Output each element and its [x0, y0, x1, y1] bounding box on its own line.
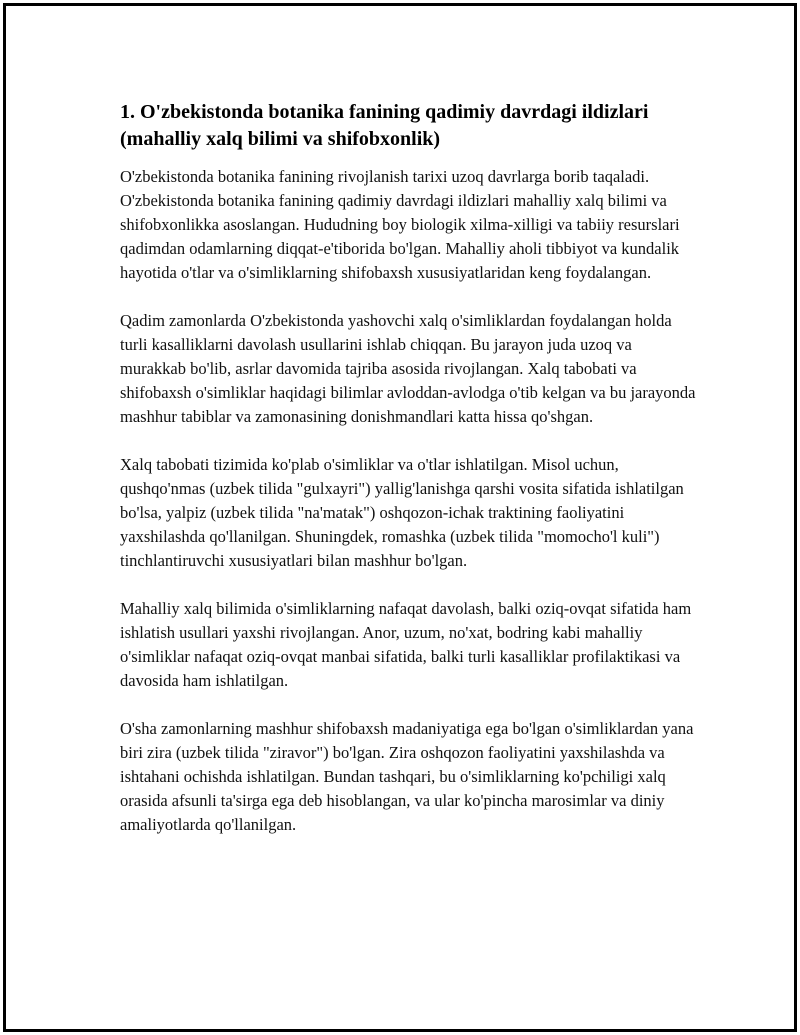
paragraph-5: O'sha zamonlarning mashhur shifobaxsh madaniyatiga ega bo'lgan o'simliklardan yana biri zira (uzbek tilida "ziravor") bo'lgan. Zira oshqozon faoliyatini yaxshilashda va ishtahani ochishda ishlatilgan. Bundan tashqari, bu o'simliklarning ko'pchiligi xalq orasida afsunli ta'sirga ega deb hisoblangan, va ular ko'pincha marosimlar va diniy amaliyotlarda qo'llanilgan.	[120, 719, 694, 834]
paragraph-3: Xalq tabobati tizimida ko'plab o'simliklar va o'tlar ishlatilgan. Misol uchun, qushqo'nmas (uzbek tilida "gulxayri") yallig'lanishga qarshi vosita sifatida ishlatilgan bo'lsa, yalpiz (uzbek tilida "na'matak") oshqozon-ichak traktining faoliyatini yaxshilashda qo'llanilgan. Shuningdek, romashka (uzbek tilida "momocho'l kuli") tinchlantiruvchi xususiyatlari bilan mashhur bo'lgan.	[120, 455, 684, 570]
paragraph-2: Qadim zamonlarda O'zbekistonda yashovchi xalq o'simliklardan foydalangan holda turli kasalliklarni davolash usullarini ishlab chiqqan. Bu jarayon juda uzoq va murakkab bo'lib, asrlar davomida tajriba asosida rivojlangan. Xalq tabobati va shifobaxsh o'simliklar haqidagi bilimlar avloddan-avlodga o'tib kelgan va bu jarayonda mashhur tabiblar va zamonasining donishmandlari katta hissa qo'shgan.	[120, 311, 696, 426]
paragraph-1: O'zbekistonda botanika fanining rivojlanish tarixi uzoq davrlarga borib taqaladi. O'zbekistonda botanika fanining qadimiy davrdagi ildizlari mahalliy xalq bilimi va shifobxonlikka asoslangan. Hududning boy biologik xilma-xilligi va tabiiy resurslari qadimdan odamlarning diqqat-e'tiborida bo'lgan. Mahalliy aholi tibbiyot va kundalik hayotida o'tlar va o'simliklarning shifobaxsh xususiyatlaridan keng foydalangan.	[120, 167, 680, 282]
section-heading: 1. O'zbekistonda botanika fanining qadimiy davrdagi ildizlari (mahalliy xalq bilimi va shifobxonlik)	[120, 101, 649, 150]
paragraph-4: Mahalliy xalq bilimida o'simliklarning nafaqat davolash, balki oziq-ovqat sifatida ham ishlatish usullari yaxshi rivojlangan. Anor, uzum, no'xat, bodring kabi mahalliy o'simliklar nafaqat oziq-ovqat manbai sifatida, balki turli kasalliklar profilaktikasi va davosida ham ishlatilgan.	[120, 599, 692, 690]
document-body	[120, 99, 700, 861]
document-page	[3, 3, 797, 1032]
